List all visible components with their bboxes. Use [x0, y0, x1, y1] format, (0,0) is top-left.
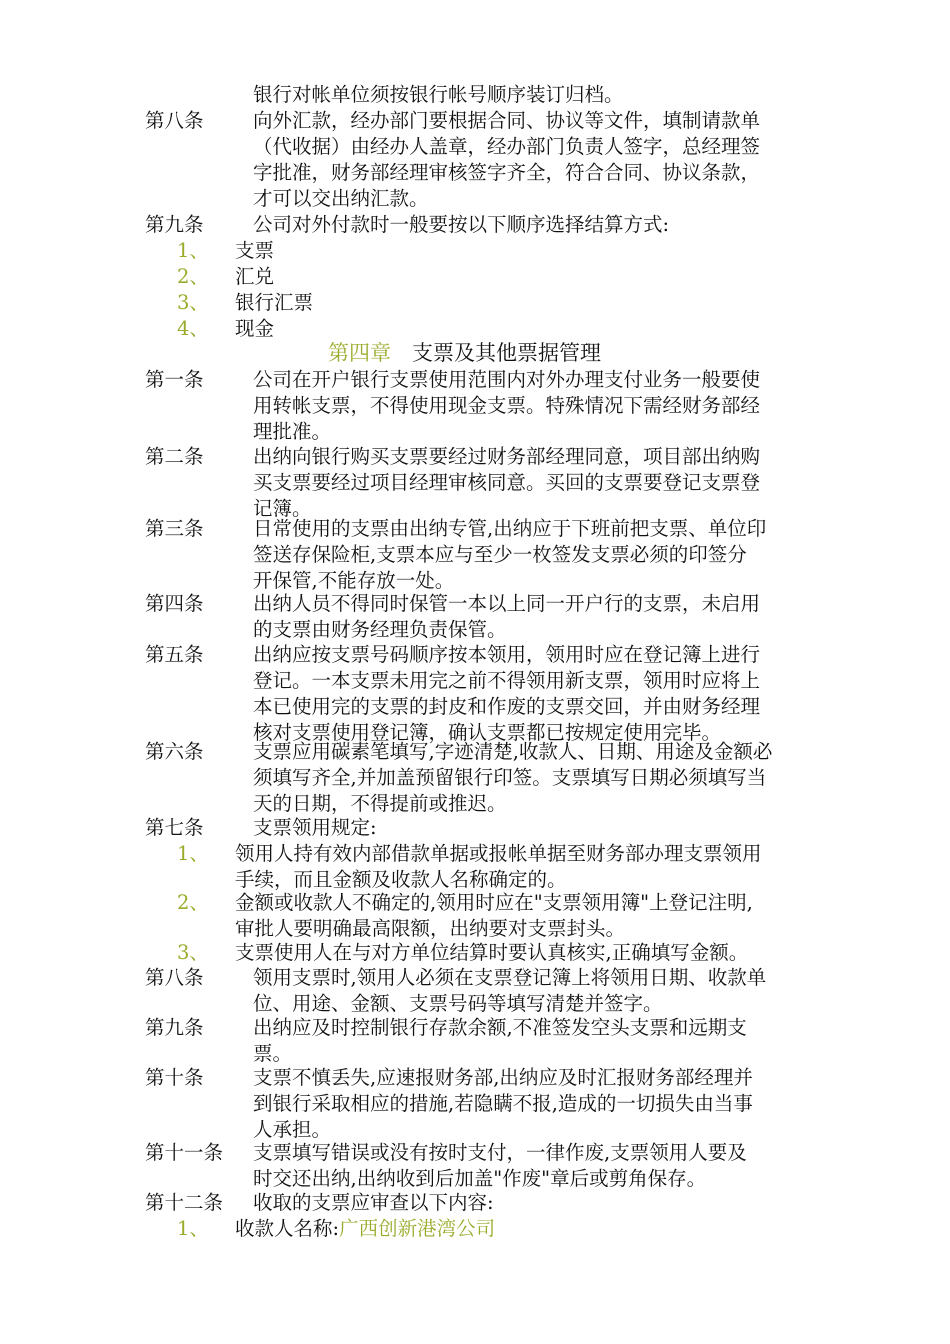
line-text: 理批准。: [253, 420, 332, 443]
paragraph-line: [235, 916, 625, 942]
article-text: [253, 591, 760, 617]
article-text: [253, 1065, 753, 1091]
line-text: 汇兑: [235, 265, 275, 288]
list-number: 1、: [177, 842, 209, 865]
line-text: 支票领用规定:: [253, 816, 377, 839]
list-number: 1、: [177, 239, 209, 262]
line-text: 才可以交出纳汇款。: [253, 187, 429, 210]
list-item-text: [235, 290, 313, 316]
paragraph-line: [253, 160, 760, 186]
list-number: 1、: [177, 1217, 209, 1240]
article-label: 第九条: [145, 213, 204, 236]
line-text: 公司在开户银行支票使用范围内对外办理支付业务一般要使: [253, 368, 761, 391]
article-label: 第十一条: [145, 1141, 224, 1164]
paragraph-line: [253, 82, 624, 108]
line-text: 核对支票使用登记簿，确认支票都已按规定使用完毕。: [253, 721, 722, 744]
article-label: 第七条: [145, 816, 204, 839]
article-label: 第八条: [145, 109, 204, 132]
line-text: 须填写齐全,并加盖预留银行印签。支票填写日期必须填写当: [253, 766, 767, 789]
paragraph-line: [253, 1041, 292, 1067]
article-label: 第十条: [145, 1066, 204, 1089]
line-text: 时交还出纳,出纳收到后加盖"作废"章后或剪角保存。: [253, 1167, 707, 1190]
paragraph-line: [253, 419, 331, 445]
paragraph-line: [253, 617, 507, 643]
article-label: 第四条: [145, 592, 204, 615]
line-text: 银行汇票: [235, 291, 314, 314]
article-text: [253, 642, 760, 668]
line-text: 现金: [235, 317, 275, 340]
chapter-number: 第四章: [328, 341, 391, 365]
article-text: [253, 1140, 747, 1166]
paragraph-line: [253, 668, 760, 694]
line-text: 向外汇款，经办部门要根据合同、协议等文件，填制请款单: [253, 109, 761, 132]
line-text: 审批人要明确最高限额，出纳要对支票封头。: [235, 917, 626, 940]
line-text: 支票使用人在与对方单位结算时要认真核实,正确填写金额。: [235, 941, 749, 964]
line-text: 出纳应按支票号码顺序按本领用，领用时应在登记簿上进行: [253, 643, 761, 666]
line-text: 领用支票时,领用人必须在支票登记簿上将领用日期、收款单: [253, 966, 767, 989]
paragraph-line: [253, 694, 760, 720]
article-label: 第八条: [145, 966, 204, 989]
line-text: 人承担。: [253, 1118, 332, 1141]
line-text: 银行对帐单位须按银行帐号顺序装订归档。: [253, 83, 624, 106]
line-text: 位、用途、金额、支票号码等填写清楚并签字。: [253, 992, 663, 1015]
list-number: 2、: [177, 265, 209, 288]
line-text: 支票: [235, 239, 275, 262]
line-text: 到银行采取相应的措施,若隐瞒不报,造成的一切损失由当事: [253, 1092, 753, 1115]
line-text: 用转帐支票，不得使用现金支票。特殊情况下需经财务部经: [253, 394, 761, 417]
article-label: 第六条: [145, 740, 204, 763]
line-text: 支票不慎丢失,应速报财务部,出纳应及时汇报财务部经理并: [253, 1066, 753, 1089]
article-text: [253, 1190, 494, 1216]
article-label: 第十二条: [145, 1191, 224, 1214]
line-text: 天的日期，不得提前或推迟。: [253, 792, 507, 815]
article-label: 第九条: [145, 1016, 204, 1039]
paragraph-line: [253, 134, 760, 160]
paragraph-line: [253, 791, 507, 817]
list-item-text: [235, 841, 762, 867]
line-text: 买支票要经过项目经理审核同意。买回的支票要登记支票登: [253, 471, 761, 494]
article-text: [253, 815, 377, 841]
article-text: [253, 965, 766, 991]
paragraph-line: [253, 1091, 753, 1117]
line-text: 签送存保险柜,支票本应与至少一枚签发支票必须的印签分: [253, 543, 747, 566]
line-text: 支票应用碳素笔填写,字迹清楚,收款人、日期、用途及金额必: [253, 740, 773, 763]
line-text: 开保管,不能存放一处。: [253, 569, 455, 592]
paragraph-line: [253, 470, 760, 496]
line-text: 支票填写错误或没有按时支付，一律作废,支票领用人要及: [253, 1141, 747, 1164]
article-text: [253, 108, 760, 134]
line-text: 公司对外付款时一般要按以下顺序选择结算方式:: [253, 213, 670, 236]
article-label: 第二条: [145, 445, 204, 468]
chapter-title: 支票及其他票据管理: [412, 341, 601, 365]
article-text: [253, 444, 760, 470]
line-text: 出纳人员不得同时保管一本以上同一开户行的支票，未启用: [253, 592, 761, 615]
list-item-text: [235, 316, 274, 342]
line-text: 的支票由财务经理负责保管。: [253, 618, 507, 641]
payee-name: 广西创新港湾公司: [339, 1217, 496, 1240]
article-text: [253, 739, 772, 765]
list-number: 4、: [177, 317, 209, 340]
article-label: 第一条: [145, 368, 204, 391]
list-number: 3、: [177, 941, 209, 964]
article-text: [253, 516, 766, 542]
line-text: 本已使用完的支票的封皮和作废的支票交回，并由财务经理: [253, 695, 761, 718]
line-text: 出纳向银行购买支票要经过财务部经理同意，项目部出纳购: [253, 445, 761, 468]
line-text: 字批准，财务部经理审核签字齐全，符合合同、协议条款，: [253, 161, 761, 184]
line-text: 收取的支票应审查以下内容:: [253, 1191, 494, 1214]
line-text: 登记。一本支票未用完之前不得领用新支票，领用时应将上: [253, 669, 761, 692]
list-item-text: [235, 890, 753, 916]
article-text: [253, 212, 669, 238]
line-text: （代收据）由经办人盖章，经办部门负责人签字，总经理签: [253, 135, 761, 158]
line-text: 记簿。: [253, 497, 312, 520]
article-label: 第五条: [145, 643, 204, 666]
article-text: [253, 367, 760, 393]
article-text: [253, 1015, 747, 1041]
line-text: 日常使用的支票由出纳专管,出纳应于下班前把支票、单位印: [253, 517, 767, 540]
list-item-text: [235, 238, 274, 264]
line-text: 出纳应及时控制银行存款余额,不准签发空头支票和远期支: [253, 1016, 747, 1039]
line-text: 手续，而且金额及收款人名称确定的。: [235, 868, 567, 891]
line-text: 领用人持有效内部借款单据或报帐单据至财务部办理支票领用: [235, 842, 762, 865]
paragraph-line: [253, 186, 429, 212]
paragraph-line: [253, 991, 663, 1017]
line-text: 票。: [253, 1042, 293, 1065]
paragraph-line: [253, 1166, 706, 1192]
line-text: 金额或收款人不确定的,领用时应在"支票领用簿"上登记注明,: [235, 891, 753, 914]
paragraph-line: [253, 393, 760, 419]
list-number: 3、: [177, 291, 209, 314]
paragraph-line: [253, 765, 766, 791]
line-text: 收款人名称:: [235, 1217, 340, 1240]
list-item-text: [235, 1216, 495, 1242]
list-item-text: [235, 940, 748, 966]
article-label: 第三条: [145, 517, 204, 540]
paragraph-line: [253, 542, 747, 568]
list-item-text: [235, 264, 274, 290]
list-number: 2、: [177, 891, 209, 914]
